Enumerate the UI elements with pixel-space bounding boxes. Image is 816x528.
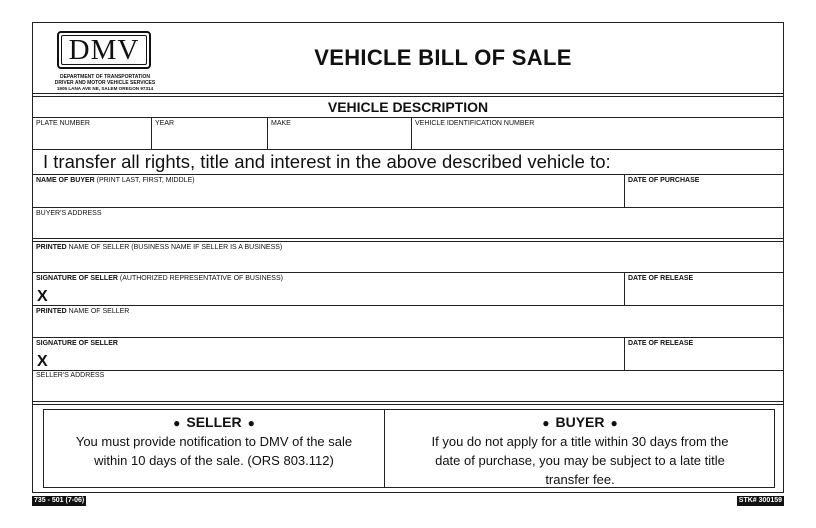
date-of-release-2-field[interactable] <box>628 340 693 348</box>
form-header <box>33 23 783 95</box>
divider <box>33 305 783 306</box>
buyer-name-label: NAME OF BUYER <box>36 177 95 184</box>
seller-notice <box>44 410 384 487</box>
dept-line-3: 1905 LANA AVE NE, SALEM OREGON 97314 <box>56 86 154 91</box>
divider <box>33 404 783 405</box>
buyer-name-hint: (PRINT LAST, FIRST, MIDDLE) <box>94 177 195 184</box>
printed-label: PRINTED <box>36 308 67 315</box>
divider <box>624 272 625 305</box>
seller-signature-field[interactable] <box>36 275 283 283</box>
divider <box>151 117 152 149</box>
date-of-purchase-field[interactable] <box>628 177 699 185</box>
signature-x-mark: X <box>37 288 48 305</box>
department-address <box>47 74 163 92</box>
divider <box>33 401 783 402</box>
seller-2-printed-hint: NAME OF SELLER <box>66 308 130 315</box>
year-field[interactable]: YEAR <box>155 120 175 127</box>
seller-notice-line-1: You must provide notification to DMV of the sale <box>75 434 353 449</box>
seller-printed-name-field[interactable] <box>36 244 282 252</box>
buyer-notice-heading <box>385 413 775 432</box>
seller-address-field[interactable]: SELLER'S ADDRESS <box>36 372 105 379</box>
date-of-purchase-label: DATE OF PURCHASE <box>628 177 700 184</box>
divider <box>624 174 625 207</box>
section-title-vehicle-description: VEHICLE DESCRIPTION <box>327 99 489 115</box>
form-number-tag: 735 - 501 (7-06) <box>34 497 85 504</box>
buyer-notice <box>385 410 775 487</box>
buyer-heading-text: BUYER <box>555 414 605 430</box>
divider <box>33 370 783 371</box>
bullet-icon: ● <box>247 416 255 430</box>
bullet-icon: ● <box>173 416 181 430</box>
divider <box>33 238 783 239</box>
vin-field[interactable]: VEHICLE IDENTIFICATION NUMBER <box>415 120 535 127</box>
make-field[interactable]: MAKE <box>271 120 291 127</box>
page-title: VEHICLE BILL OF SALE <box>314 45 572 70</box>
buyer-name-field[interactable] <box>36 177 195 185</box>
seller-2-printed-name-field[interactable] <box>36 308 129 316</box>
seller-signature-hint: (AUTHORIZED REPRESENTATIVE OF BUSINESS) <box>117 275 283 282</box>
buyer-notice-line-1: If you do not apply for a title within 30 days from the <box>431 434 729 449</box>
printed-label: PRINTED <box>36 244 67 251</box>
seller-notice-line-2: within 10 days of the sale. (ORS 803.112) <box>94 453 334 468</box>
dmv-logo <box>57 31 151 69</box>
buyer-notice-line-3: transfer fee. <box>545 472 615 487</box>
plate-number-field[interactable]: PLATE NUMBER <box>36 120 90 127</box>
divider <box>33 174 783 175</box>
dmv-logo-text: DMV <box>61 35 147 65</box>
notice-box <box>43 409 775 488</box>
divider <box>624 337 625 370</box>
seller-notice-heading <box>44 413 384 432</box>
date-of-release-field[interactable] <box>628 275 693 283</box>
divider <box>33 149 783 150</box>
divider <box>33 272 783 273</box>
seller-printed-hint: NAME OF SELLER (BUSINESS NAME IF SELLER IS A BUSINESS) <box>66 244 283 251</box>
date-of-release-label: DATE OF RELEASE <box>628 275 694 282</box>
seller-2-signature-label: SIGNATURE OF SELLER <box>36 340 118 347</box>
seller-2-signature-field[interactable] <box>36 340 118 348</box>
seller-signature-label: SIGNATURE OF SELLER <box>36 275 118 282</box>
divider <box>33 241 783 242</box>
bullet-icon: ● <box>610 416 618 430</box>
divider <box>267 117 268 149</box>
divider <box>33 117 783 118</box>
divider <box>411 117 412 149</box>
transfer-statement: I transfer all rights, title and interest in the above described vehicle to: <box>43 151 611 172</box>
seller-heading-text: SELLER <box>186 414 242 430</box>
divider <box>33 337 783 338</box>
buyer-address-field[interactable]: BUYER'S ADDRESS <box>36 210 102 217</box>
bill-of-sale-form <box>32 22 784 493</box>
dept-line-2: DRIVER AND MOTOR VEHICLE SERVICES <box>54 80 156 86</box>
stock-number-tag: STK# 300159 <box>738 497 782 504</box>
divider <box>33 207 783 208</box>
date-of-release-2-label: DATE OF RELEASE <box>628 340 694 347</box>
bullet-icon: ● <box>542 416 550 430</box>
signature-x-mark: X <box>37 353 48 370</box>
buyer-notice-line-2: date of purchase, you may be subject to a late title <box>435 453 725 468</box>
divider <box>33 93 783 94</box>
dept-line-1: DEPARTMENT OF TRANSPORTATION <box>60 74 150 80</box>
